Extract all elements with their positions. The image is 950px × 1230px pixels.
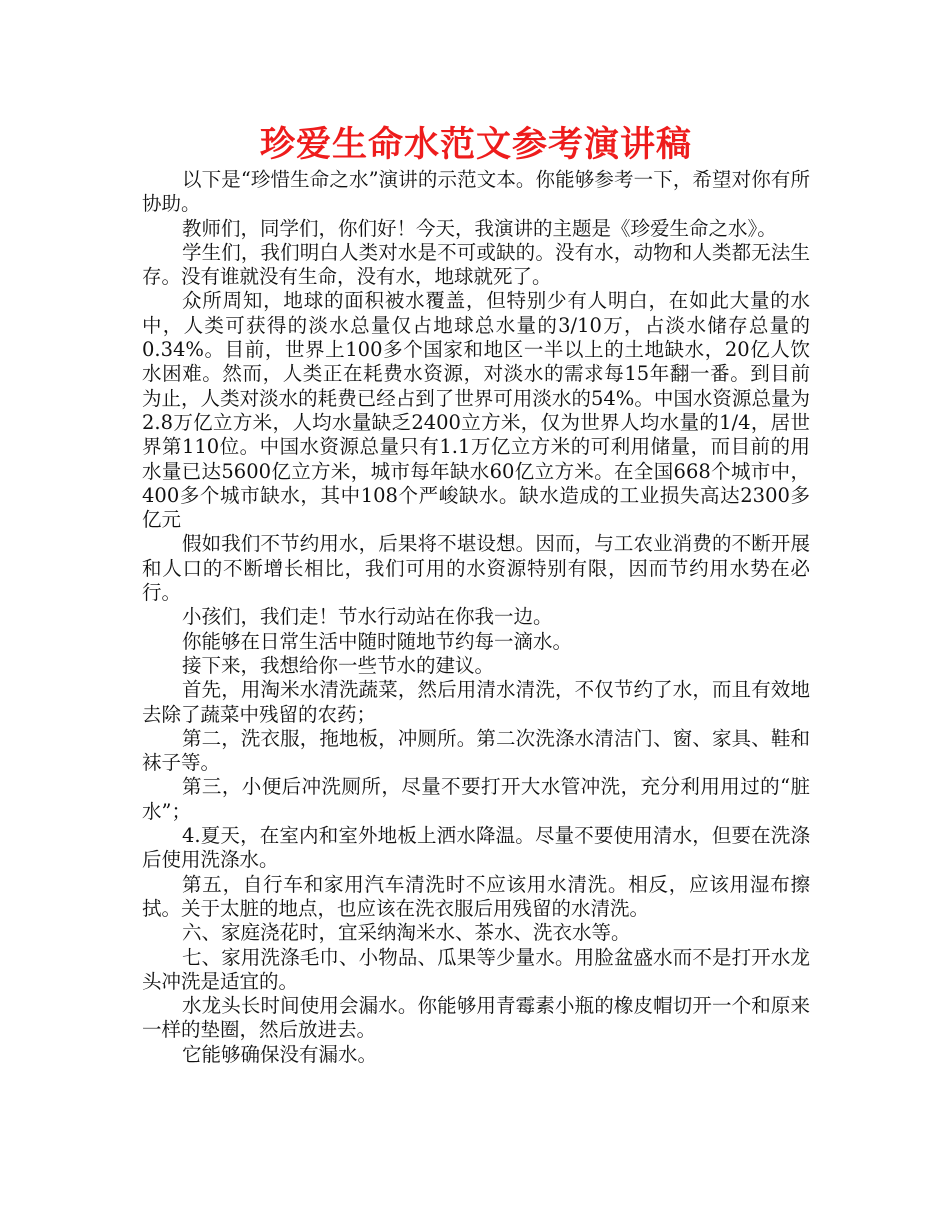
paragraph: 第五，自行车和家用汽车清洗时不应该用水清洗。相反，应该用湿布擦拭。关于太脏的地点，也应该在洗衣服后用残留的水清洗。 xyxy=(142,872,810,920)
paragraph: 假如我们不节约用水，后果将不堪设想。因而，与工农业消费的不断开展和人口的不断增长相比，我们可用的水资源特别有限，因而节约用水势在必行。 xyxy=(142,532,810,605)
paragraph: 学生们，我们明白人类对水是不可或缺的。没有水，动物和人类都无法生存。没有谁就没有生命，没有水，地球就死了。 xyxy=(142,240,810,289)
document-body xyxy=(142,168,810,1067)
paragraph: 首先，用淘米水清洗蔬菜，然后用清水清洗，不仅节约了水，而且有效地去除了蔬菜中残留的农药； xyxy=(142,678,810,726)
paragraph: 众所周知，地球的面积被水覆盖，但特别少有人明白，在如此大量的水中，人类可获得的淡水总量仅占地球总水量的3/10万，占淡水储存总量的0.34%。目前，世界上100多个国家和地区一半以上的土地缺水，20亿人饮水困难。然而，人类正在耗费水资源，对淡水的需求每15年翻一番。到目前为止，人类对淡水的耗费已经占到了世界可用淡水的54%。中国水资源总量为2.8万亿立方米，人均水量缺乏2400立方米，仅为世界人均水量的1/4，居世界第110位。中国水资源总量只有1.1万亿立方米的可利用储量，而目前的用水量已达5600亿立方米，城市每年缺水60亿立方米。在全国668个城市中，400多个城市缺水，其中108个严峻缺水。缺水造成的工业损失高达2300多亿元 xyxy=(142,289,810,532)
paragraph: 它能够确保没有漏水。 xyxy=(182,1042,378,1066)
paragraph: 第二，洗衣服，拖地板，冲厕所。第二次洗涤水清洁门、窗、家具、鞋和袜子等。 xyxy=(142,726,810,775)
paragraph: 水龙头长时间使用会漏水。你能够用青霉素小瓶的橡皮帽切开一个和原来一样的垫圈，然后放进去。 xyxy=(142,994,810,1042)
paragraph: 六、家庭浇花时，宜采纳淘米水、茶水、洗衣水等。 xyxy=(182,921,631,945)
paragraph: 七、家用洗涤毛巾、小物品、瓜果等少量水。用脸盆盛水而不是打开水龙头冲洗是适宜的。 xyxy=(142,945,810,993)
paragraph: 教师们，同学们，你们好！今天，我演讲的主题是《珍爱生命之水》。 xyxy=(182,216,777,240)
paragraph: 接下来，我想给你一些节水的建议。 xyxy=(182,653,495,677)
document-page xyxy=(142,122,810,1067)
paragraph: 小孩们，我们走！节水行动站在你我一边。 xyxy=(182,605,553,629)
paragraph: 4.夏天，在室内和室外地板上洒水降温。尽量不要使用清水，但要在洗涤后使用洗涤水。 xyxy=(142,824,810,872)
paragraph: 以下是“珍惜生命之水”演讲的示范文本。你能够参考一下，希望对你有所协助。 xyxy=(142,168,810,216)
paragraph: 第三，小便后冲洗厕所，尽量不要打开大水管冲洗，充分利用用过的“脏水”； xyxy=(142,775,810,823)
paragraph: 你能够在日常生活中随时随地节约每一滴水。 xyxy=(182,629,573,653)
document-title: 珍爱生命水范文参考演讲稿 xyxy=(259,125,692,165)
